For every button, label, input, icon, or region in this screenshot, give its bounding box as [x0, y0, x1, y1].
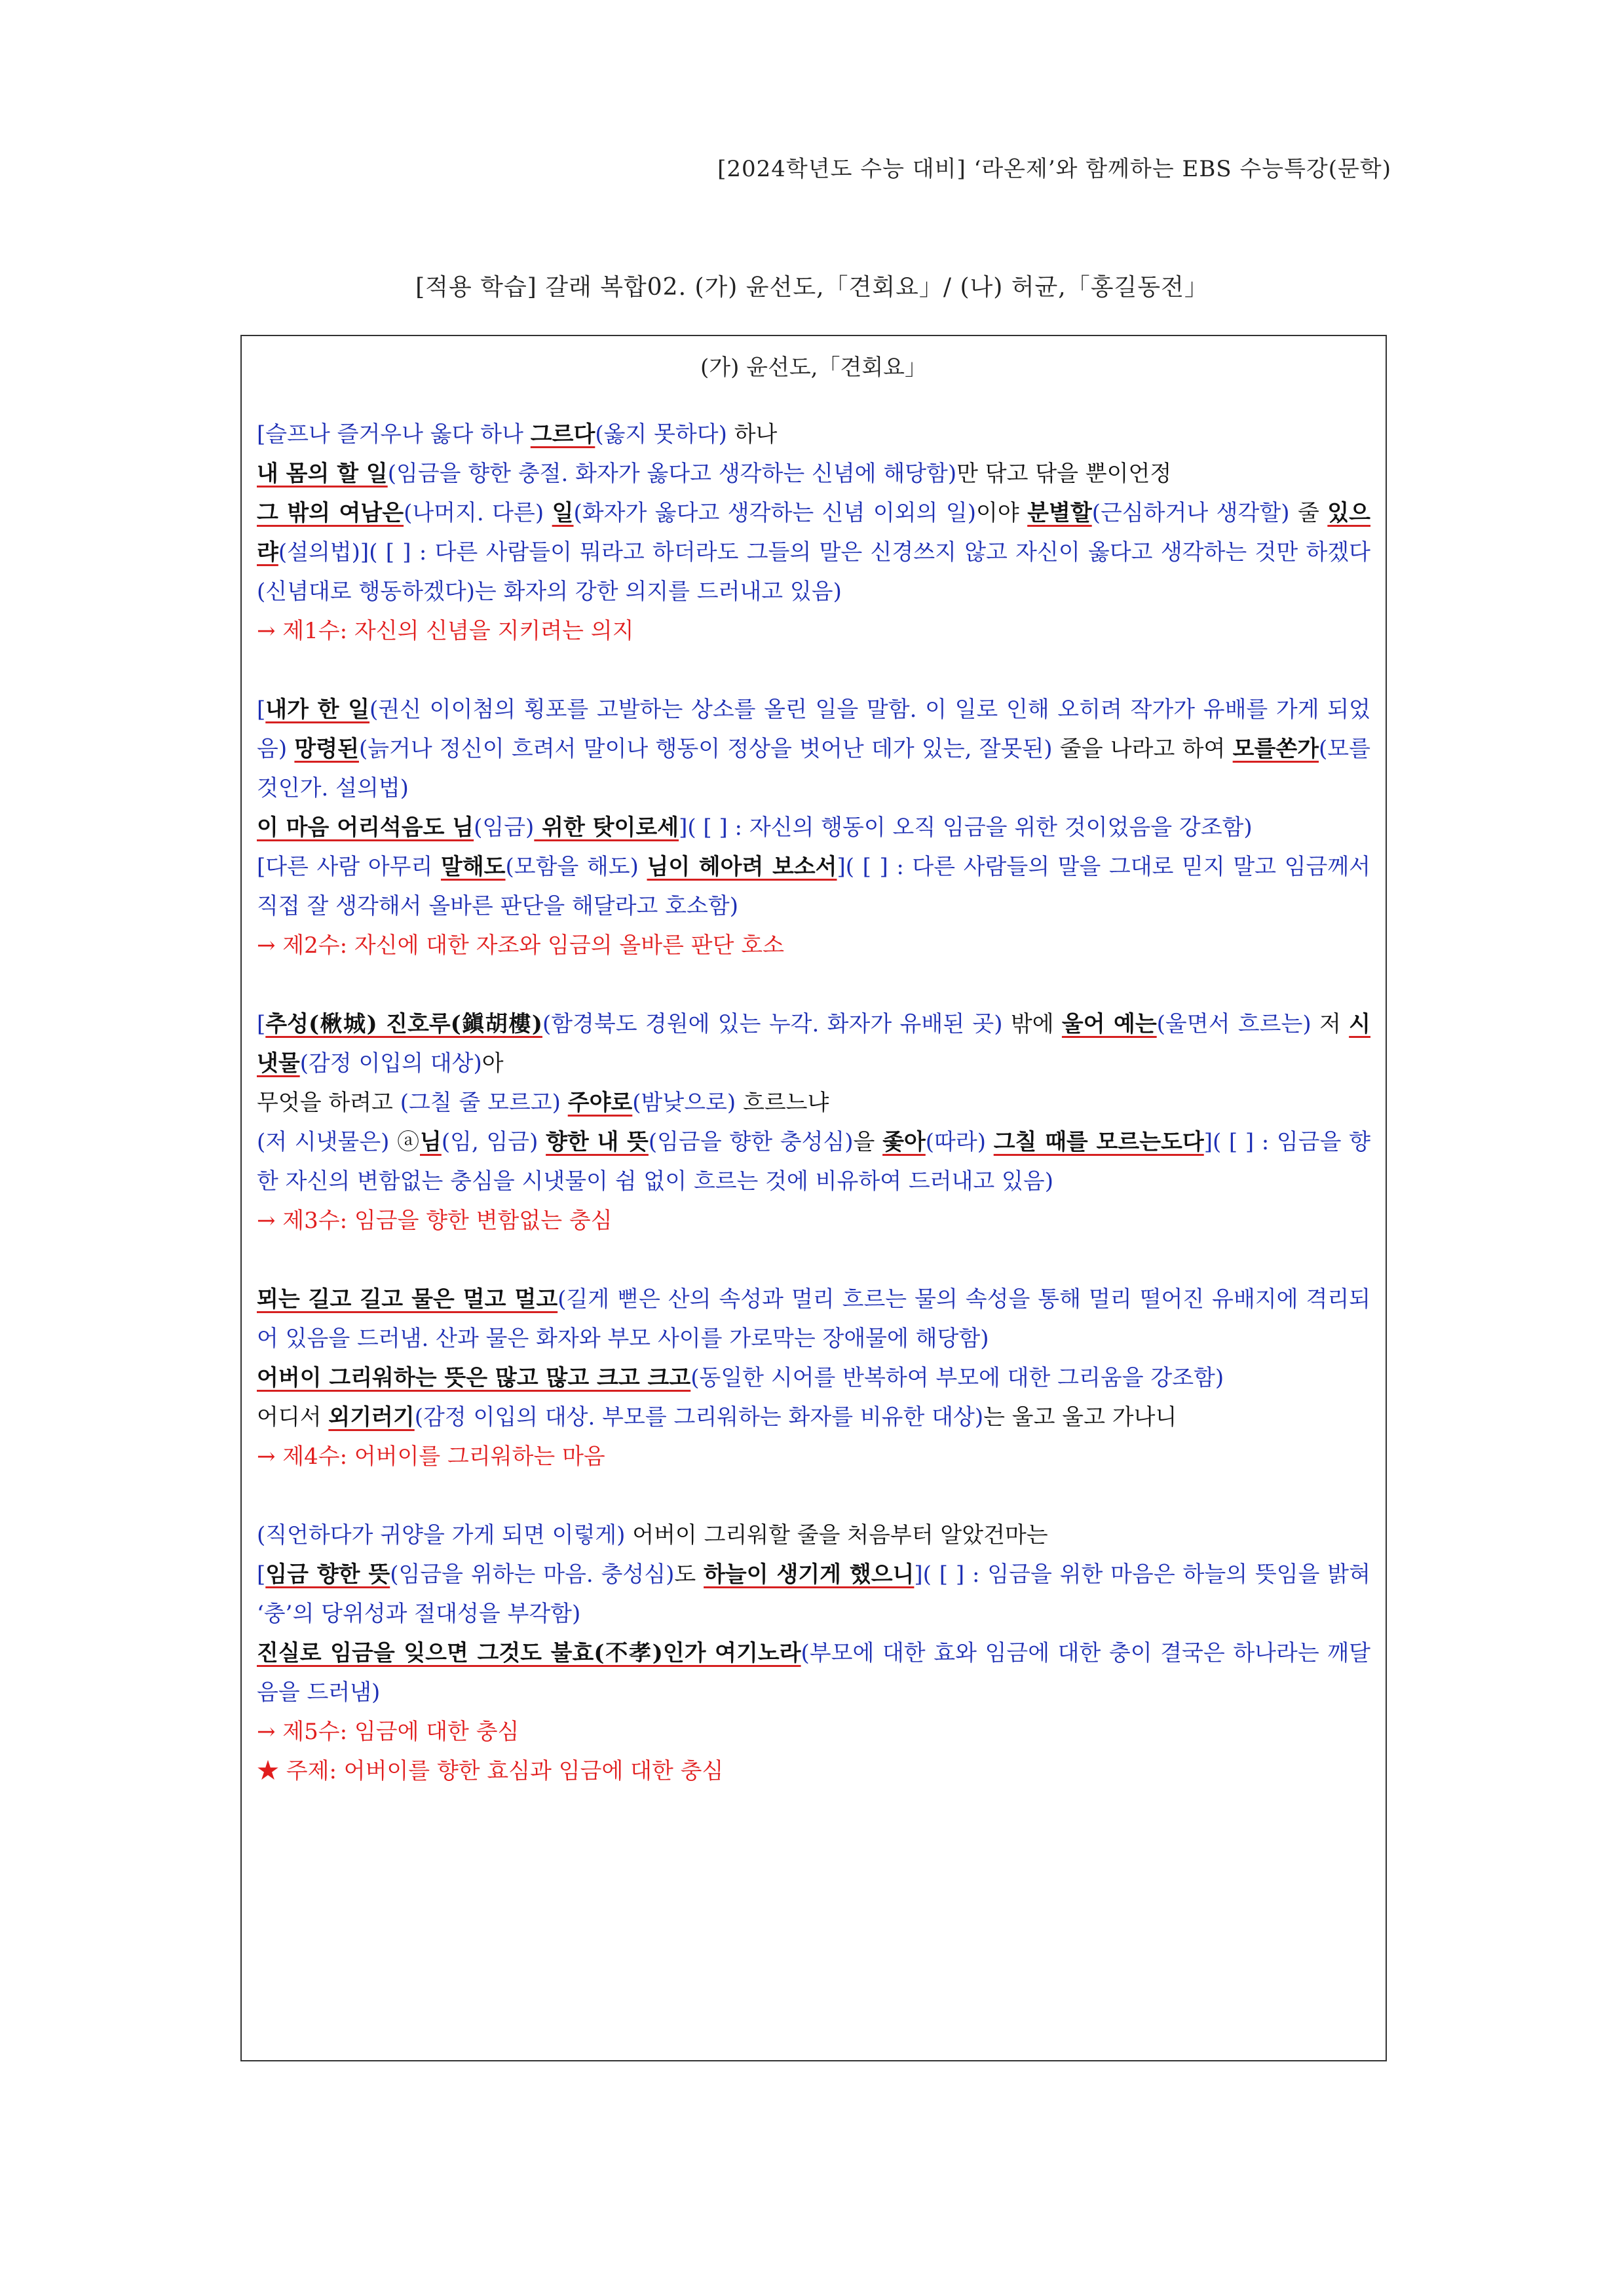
text: 줄을 나라고 하여	[1052, 736, 1233, 762]
key-phrase: 하늘이 생기게 했으니	[704, 1561, 915, 1588]
annotation: (동일한 시어를 반복하여 부모에 대한 그리움을 강조함)	[690, 1365, 1224, 1391]
annotation: (울면서 흐르는)	[1156, 1011, 1312, 1037]
annotation: (감정 이입의 대상)	[299, 1050, 482, 1077]
box-title: (가) 윤선도,「견회요」	[700, 354, 928, 381]
text	[538, 1129, 546, 1155]
annotation: (화자가 옳다고 생각하는 신념 이외의 일)	[573, 500, 976, 526]
text: 밖에	[1002, 1011, 1062, 1037]
annotation: (근심하거나 생각할)	[1091, 500, 1290, 526]
annotation: (설의법)	[278, 539, 360, 565]
annotation: (옳지 못하다)	[595, 421, 727, 448]
annotation: (함경북도 경원에 있는 누각. 화자가 유배된 곳)	[542, 1011, 1003, 1037]
annotation: ( [ ] : 다른 사람들이 뭐라고 하더라도 그들의 말은 신경쓰지 않고 자신이 옳다고 생각하는 것만 하겠다(신념대로 행동하겠다)는 화자의 강한 의지를 드러내고 있음)	[257, 539, 1370, 605]
text: ⓐ	[389, 1129, 420, 1155]
stanza-3-summary: → 제3수: 임금을 향한 변함없는 충심	[257, 1208, 613, 1234]
annotation: (임금을 향한 충절. 화자가 옳다고 생각하는 신념에 해당함)	[387, 461, 957, 487]
text: 무엇을 하려고	[257, 1090, 400, 1116]
text: 줄	[1289, 500, 1328, 526]
key-phrase: 주야로	[567, 1090, 633, 1116]
annotation: ( [ ] : 임금을 위한 마음은 하늘의 뜻임을 밝혀 ‘충’의 당위성과 절대성을 부각함)	[257, 1561, 1370, 1627]
text: 하나	[727, 421, 778, 448]
key-phrase: 어버이 그리워하는 뜻은 많고 많고 크고 크고	[257, 1365, 691, 1391]
poem-content	[257, 415, 1370, 1791]
annotation: (임금을 향한 충성심)	[648, 1129, 854, 1155]
key-phrase: 그칠 때를 모르는도다	[993, 1129, 1204, 1155]
text	[986, 1129, 994, 1155]
text	[544, 500, 552, 526]
annotation: (부모에 대한 효와 임금에 대한 충이 결국은 하나라는 깨달음을 드러냄)	[257, 1640, 1370, 1706]
text: 이야	[975, 500, 1028, 526]
poem-box	[240, 335, 1387, 2061]
key-phrase: 외기러기	[328, 1404, 415, 1430]
stanza-4-summary: → 제4수: 어버이를 그리워하는 마음	[257, 1444, 605, 1470]
annotation: (따라)	[925, 1129, 986, 1155]
key-phrase: 뫼는 길고 길고 물은 멀고 멀고	[257, 1286, 558, 1312]
annotation: ( [ ] : 임금을 향한 자신의 변함없는 충심을 시냇물이 쉼 없이 흐르는 것에 비유하여 드러내고 있음)	[257, 1129, 1370, 1195]
key-phrase: 울어 예는	[1061, 1011, 1157, 1037]
text: 어디서	[257, 1404, 329, 1430]
annotation: (임금)	[474, 814, 535, 841]
text: [슬프나 즐거우나 옳다 하나	[257, 421, 531, 448]
key-phrase: 진실로 임금을 잊으면 그것도 불효(不孝)인가 여기노라	[257, 1640, 801, 1666]
annotation: ( [ ] : 다른 사람들의 말을 그대로 믿지 말고 임금께서 직접 잘 생각해서 올바른 판단을 해달라고 호소함)	[257, 854, 1371, 919]
key-phrase: 망령된	[294, 736, 359, 762]
text: 는 울고 울고 가나니	[983, 1404, 1177, 1430]
key-phrase: 분별할	[1027, 500, 1092, 526]
annotation: (밤낮으로)	[632, 1090, 736, 1116]
key-phrase: 시냇물	[257, 1011, 1370, 1077]
stanza-2-summary: → 제2수: 자신에 대한 자조와 임금의 올바른 판단 호소	[257, 932, 784, 959]
text: 을	[853, 1129, 883, 1155]
text	[287, 736, 294, 762]
stanza-2	[257, 690, 1370, 926]
key-phrase: 있으랴	[257, 500, 1371, 565]
text: ]	[837, 854, 846, 880]
key-phrase: 님	[420, 1129, 442, 1155]
annotation: (임, 임금)	[441, 1129, 538, 1155]
text: 만 닦고 닦을 뿐이언정	[956, 461, 1172, 487]
text: 도	[674, 1561, 704, 1588]
annotation: (모를 것인가. 설의법)	[257, 736, 1370, 801]
annotation: (감정 이입의 대상. 부모를 그리워하는 화자를 비유한 대상)	[414, 1404, 984, 1430]
annotation: (권신 이이첨의 횡포를 고발하는 상소를 올린 일을 말함. 이 일로 인해 오히려 작가가 유배를 가게 되었음)	[257, 697, 1370, 762]
text: ]	[360, 539, 369, 565]
key-phrase: 추성(楸城) 진호루(鎭胡樓)	[265, 1011, 542, 1037]
annotation: (그칠 줄 모르고)	[400, 1090, 561, 1116]
text: [다른 사람 아무리	[257, 854, 441, 880]
key-phrase: 이 마음 어리석음도 님	[257, 814, 474, 841]
stanza-1-summary: → 제1수: 자신의 신념을 지키려는 의지	[257, 618, 634, 644]
text: 흐르느냐	[736, 1090, 829, 1116]
key-phrase: 임금 향한 뜻	[265, 1561, 390, 1588]
stanza-5-summary: → 제5수: 임금에 대한 충심	[257, 1719, 519, 1745]
text: ]	[914, 1561, 923, 1588]
annotation: (늙거나 정신이 흐려서 말이나 행동이 정상을 벗어난 데가 있는, 잘못된)	[358, 736, 1053, 762]
text	[561, 1090, 568, 1116]
theme-line: ★ 주제: 어버이를 향한 효심과 임금에 대한 충심	[257, 1758, 724, 1784]
annotation: (모함을 해도)	[505, 854, 639, 880]
text	[639, 854, 647, 880]
text: [	[257, 1561, 266, 1588]
text: ]	[1203, 1129, 1213, 1155]
key-phrase: 내가 한 일	[265, 697, 370, 723]
text: 어버이 그리워할 줄을 처음부터 알았건마는	[625, 1522, 1048, 1548]
key-phrase: 좇아	[882, 1129, 926, 1155]
annotation: (나머지. 다른)	[404, 500, 544, 526]
text: 저	[1311, 1011, 1350, 1037]
key-phrase: 위한 탓이로세	[534, 814, 679, 841]
document-header: [2024학년도 수능 대비] ‘라온제’와 함께하는 EBS 수능특강(문학)	[717, 156, 1391, 182]
annotation: (직언하다가 귀양을 가게 되면 이렇게)	[257, 1522, 626, 1548]
key-phrase: 그 밖의 여남은	[257, 500, 404, 526]
stanza-5	[257, 1516, 1370, 1712]
stanza-3	[257, 1004, 1370, 1201]
annotation: ( [ ] : 자신의 행동이 오직 임금을 위한 것이었음을 강조함)	[687, 814, 1253, 841]
document-title: [적용 학습] 갈래 복합02. (가) 윤선도,「견회요」/ (나) 허균,「홍길동전」	[415, 274, 1209, 301]
text: ]	[679, 814, 688, 841]
stanza-4	[257, 1280, 1370, 1437]
text: [	[257, 1011, 266, 1037]
key-phrase: 말해도	[440, 854, 506, 880]
annotation: (임금을 위하는 마음. 충성심)	[390, 1561, 675, 1588]
annotation: (저 시냇물은)	[257, 1129, 390, 1155]
stanza-1	[257, 415, 1370, 611]
key-phrase: 일	[552, 500, 574, 526]
key-phrase: 모를쏜가	[1232, 736, 1319, 762]
text: [	[257, 697, 266, 723]
key-phrase: 내 몸의 할 일	[257, 461, 388, 487]
key-phrase: 향한 내 뜻	[546, 1129, 649, 1155]
annotation: (길게 뻗은 산의 속성과 멀리 흐르는 물의 속성을 통해 멀리 떨어진 유배지에 격리되어 있음을 드러냄. 산과 물은 화자와 부모 사이를 가로막는 장애물에 해당함)	[257, 1286, 1371, 1352]
key-phrase: 그르다	[530, 421, 595, 448]
key-phrase: 님이 헤아려 보소서	[647, 854, 837, 880]
text: 아	[482, 1050, 504, 1077]
